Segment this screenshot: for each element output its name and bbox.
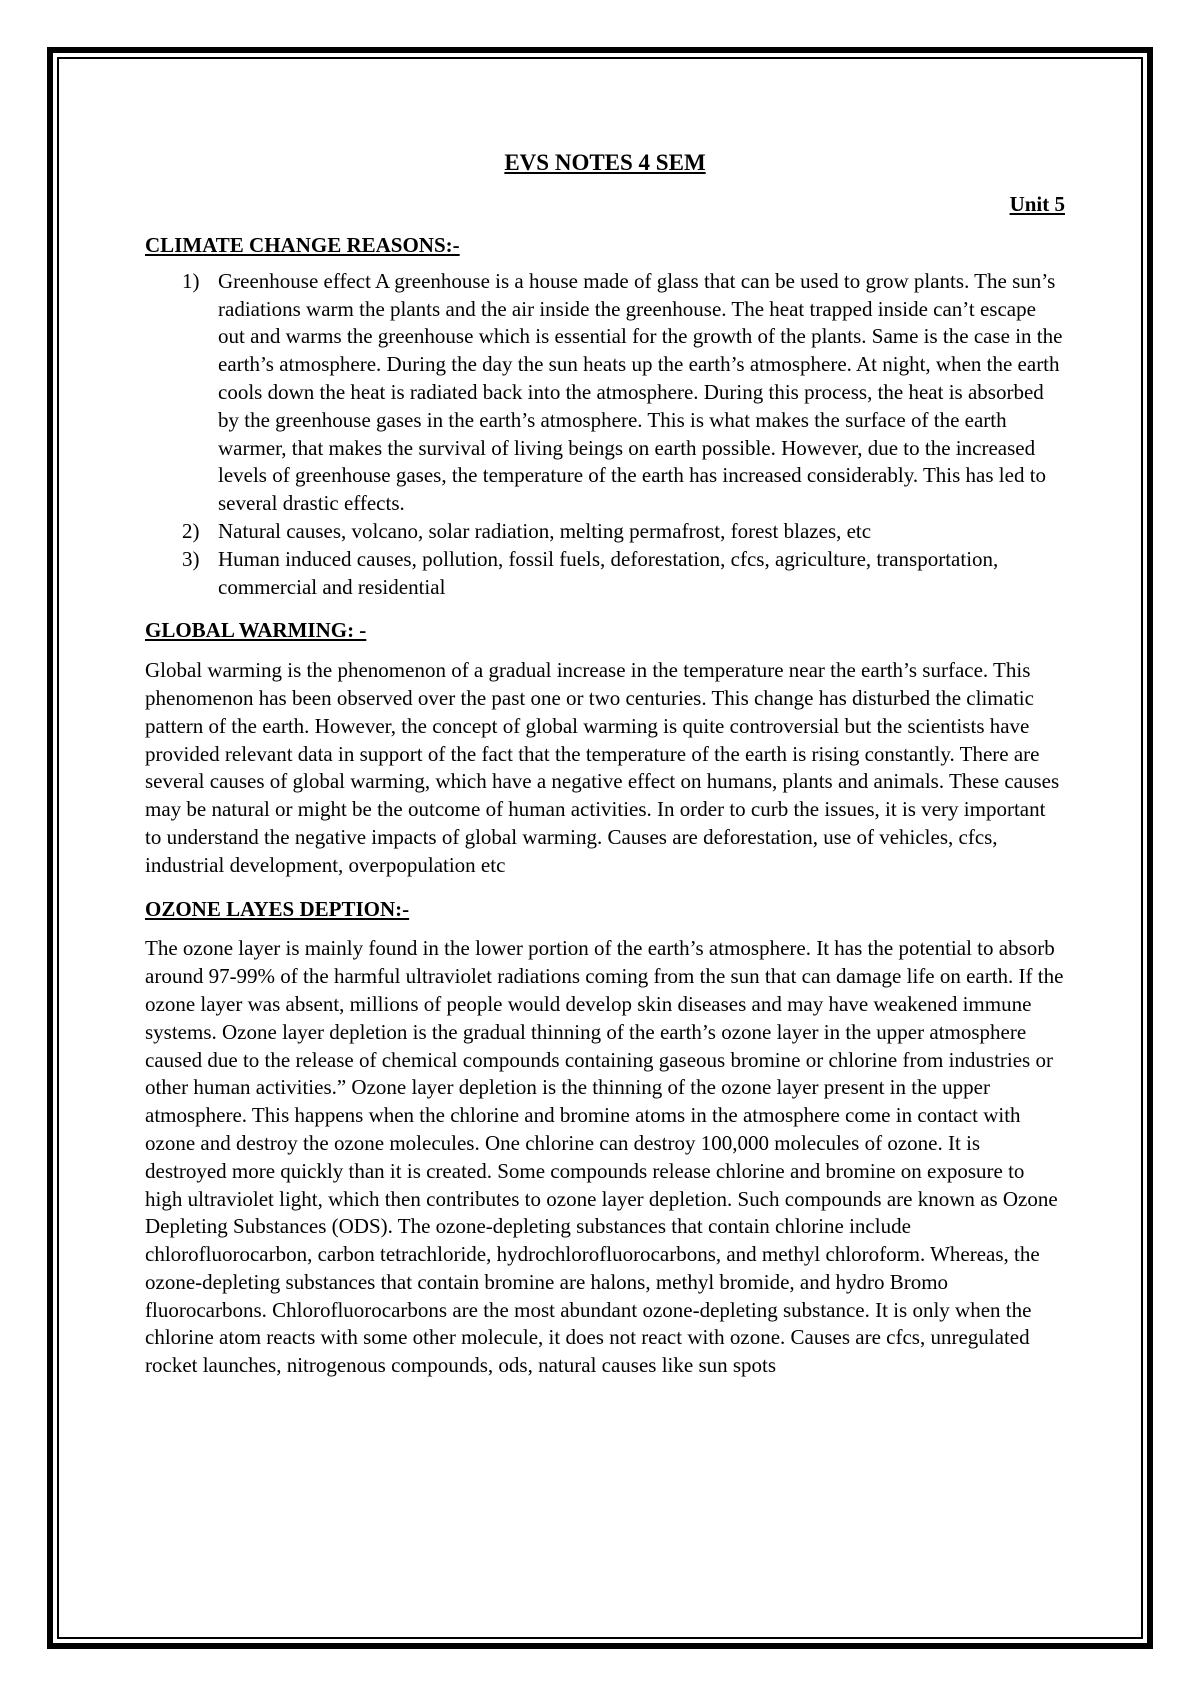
list-item <box>145 546 1065 602</box>
list-item-text: Greenhouse effect A greenhouse is a house made of glass that can be used to grow plants. The sun’s radiations warm the plants and the air inside the greenhouse. The heat trapped inside can’t escape out and warms the greenhouse which is essential for the growth of the plants. Same is the case in the earth’s atmosphere. During the day the sun heats up the earth’s atmosphere. At night, when the earth cools down the heat is radiated back into the atmosphere. During this process, the heat is absorbed by the greenhouse gases in the earth’s atmosphere. This is what makes the surface of the earth warmer, that makes the survival of living beings on earth possible. However, due to the increased levels of greenhouse gases, the temperature of the earth has increased considerably. This has led to several drastic effects. <box>218 268 1063 516</box>
climate-change-reasons-list <box>145 268 1065 602</box>
list-item-text: Human induced causes, pollution, fossil fuels, deforestation, cfcs, agriculture, transportation, commercial and residential <box>218 546 999 599</box>
climate-change-heading: CLIMATE CHANGE REASONS:- <box>145 233 460 257</box>
list-item-number: 2) <box>182 518 200 543</box>
list-item <box>145 268 1065 518</box>
unit-label: Unit 5 <box>1009 192 1065 216</box>
list-item-number: 3) <box>182 546 200 571</box>
ozone-depletion-paragraph: The ozone layer is mainly found in the lower portion of the earth’s atmosphere. It has the potential to absorb around 97-99% of the harmful ultraviolet radiations coming from the sun that can damage life on earth. If the ozone layer was absent, millions of people would develop skin diseases and may have weakened immune systems. Ozone layer depletion is the gradual thinning of the earth’s ozone layer in the upper atmosphere caused due to the release of chemical compounds containing gaseous bromine or chlorine from industries or other human activities.” Ozone layer depletion is the thinning of the ozone layer present in the upper atmosphere. This happens when the chlorine and bromine atoms in the atmosphere come in contact with ozone and destroy the ozone molecules. One chlorine can destroy 100,000 molecules of ozone. It is destroyed more quickly than it is created. Some compounds release chlorine and bromine on exposure to high ultraviolet light, which then contributes to ozone layer depletion. Such compounds are known as Ozone Depleting Substances (ODS). The ozone-depleting substances that contain chlorine include chlorofluorocarbon, carbon tetrachloride, hydrochlorofluorocarbons, and methyl chloroform. Whereas, the ozone-depleting substances that contain bromine are halons, methyl bromide, and hydro Bromo fluorocarbons. Chlorofluorocarbons are the most abundant ozone-depleting substance. It is only when the chlorine atom reacts with some other molecule, it does not react with ozone. Causes are cfcs, unregulated rocket launches, nitrogenous compounds, ods, natural causes like sun spots <box>145 936 1064 1378</box>
global-warming-heading: GLOBAL WARMING: - <box>145 618 367 643</box>
global-warming-paragraph: Global warming is the phenomenon of a gradual increase in the temperature near the earth’s surface. This phenomenon has been observed over the past one or two centuries. This change has disturbed the climatic pattern of the earth. However, the concept of global warming is quite controversial but the scientists have provided relevant data in support of the fact that the temperature of the earth is rising constantly. There are several causes of global warming, which have a negative effect on humans, plants and animals. These causes may be natural or might be the outcome of human activities. In order to curb the issues, it is very important to understand the negative impacts of global warming. Causes are deforestation, use of vehicles, cfcs, industrial development, overpopulation etc <box>145 658 1060 877</box>
document-body <box>145 148 1065 1380</box>
list-item <box>145 518 1065 546</box>
list-item-text: Natural causes, volcano, solar radiation, melting permafrost, forest blazes, etc <box>218 518 872 543</box>
document-title: EVS NOTES 4 SEM <box>504 150 706 175</box>
list-item-number: 1) <box>182 268 200 293</box>
ozone-depletion-heading: OZONE LAYES DEPTION:- <box>145 896 410 921</box>
